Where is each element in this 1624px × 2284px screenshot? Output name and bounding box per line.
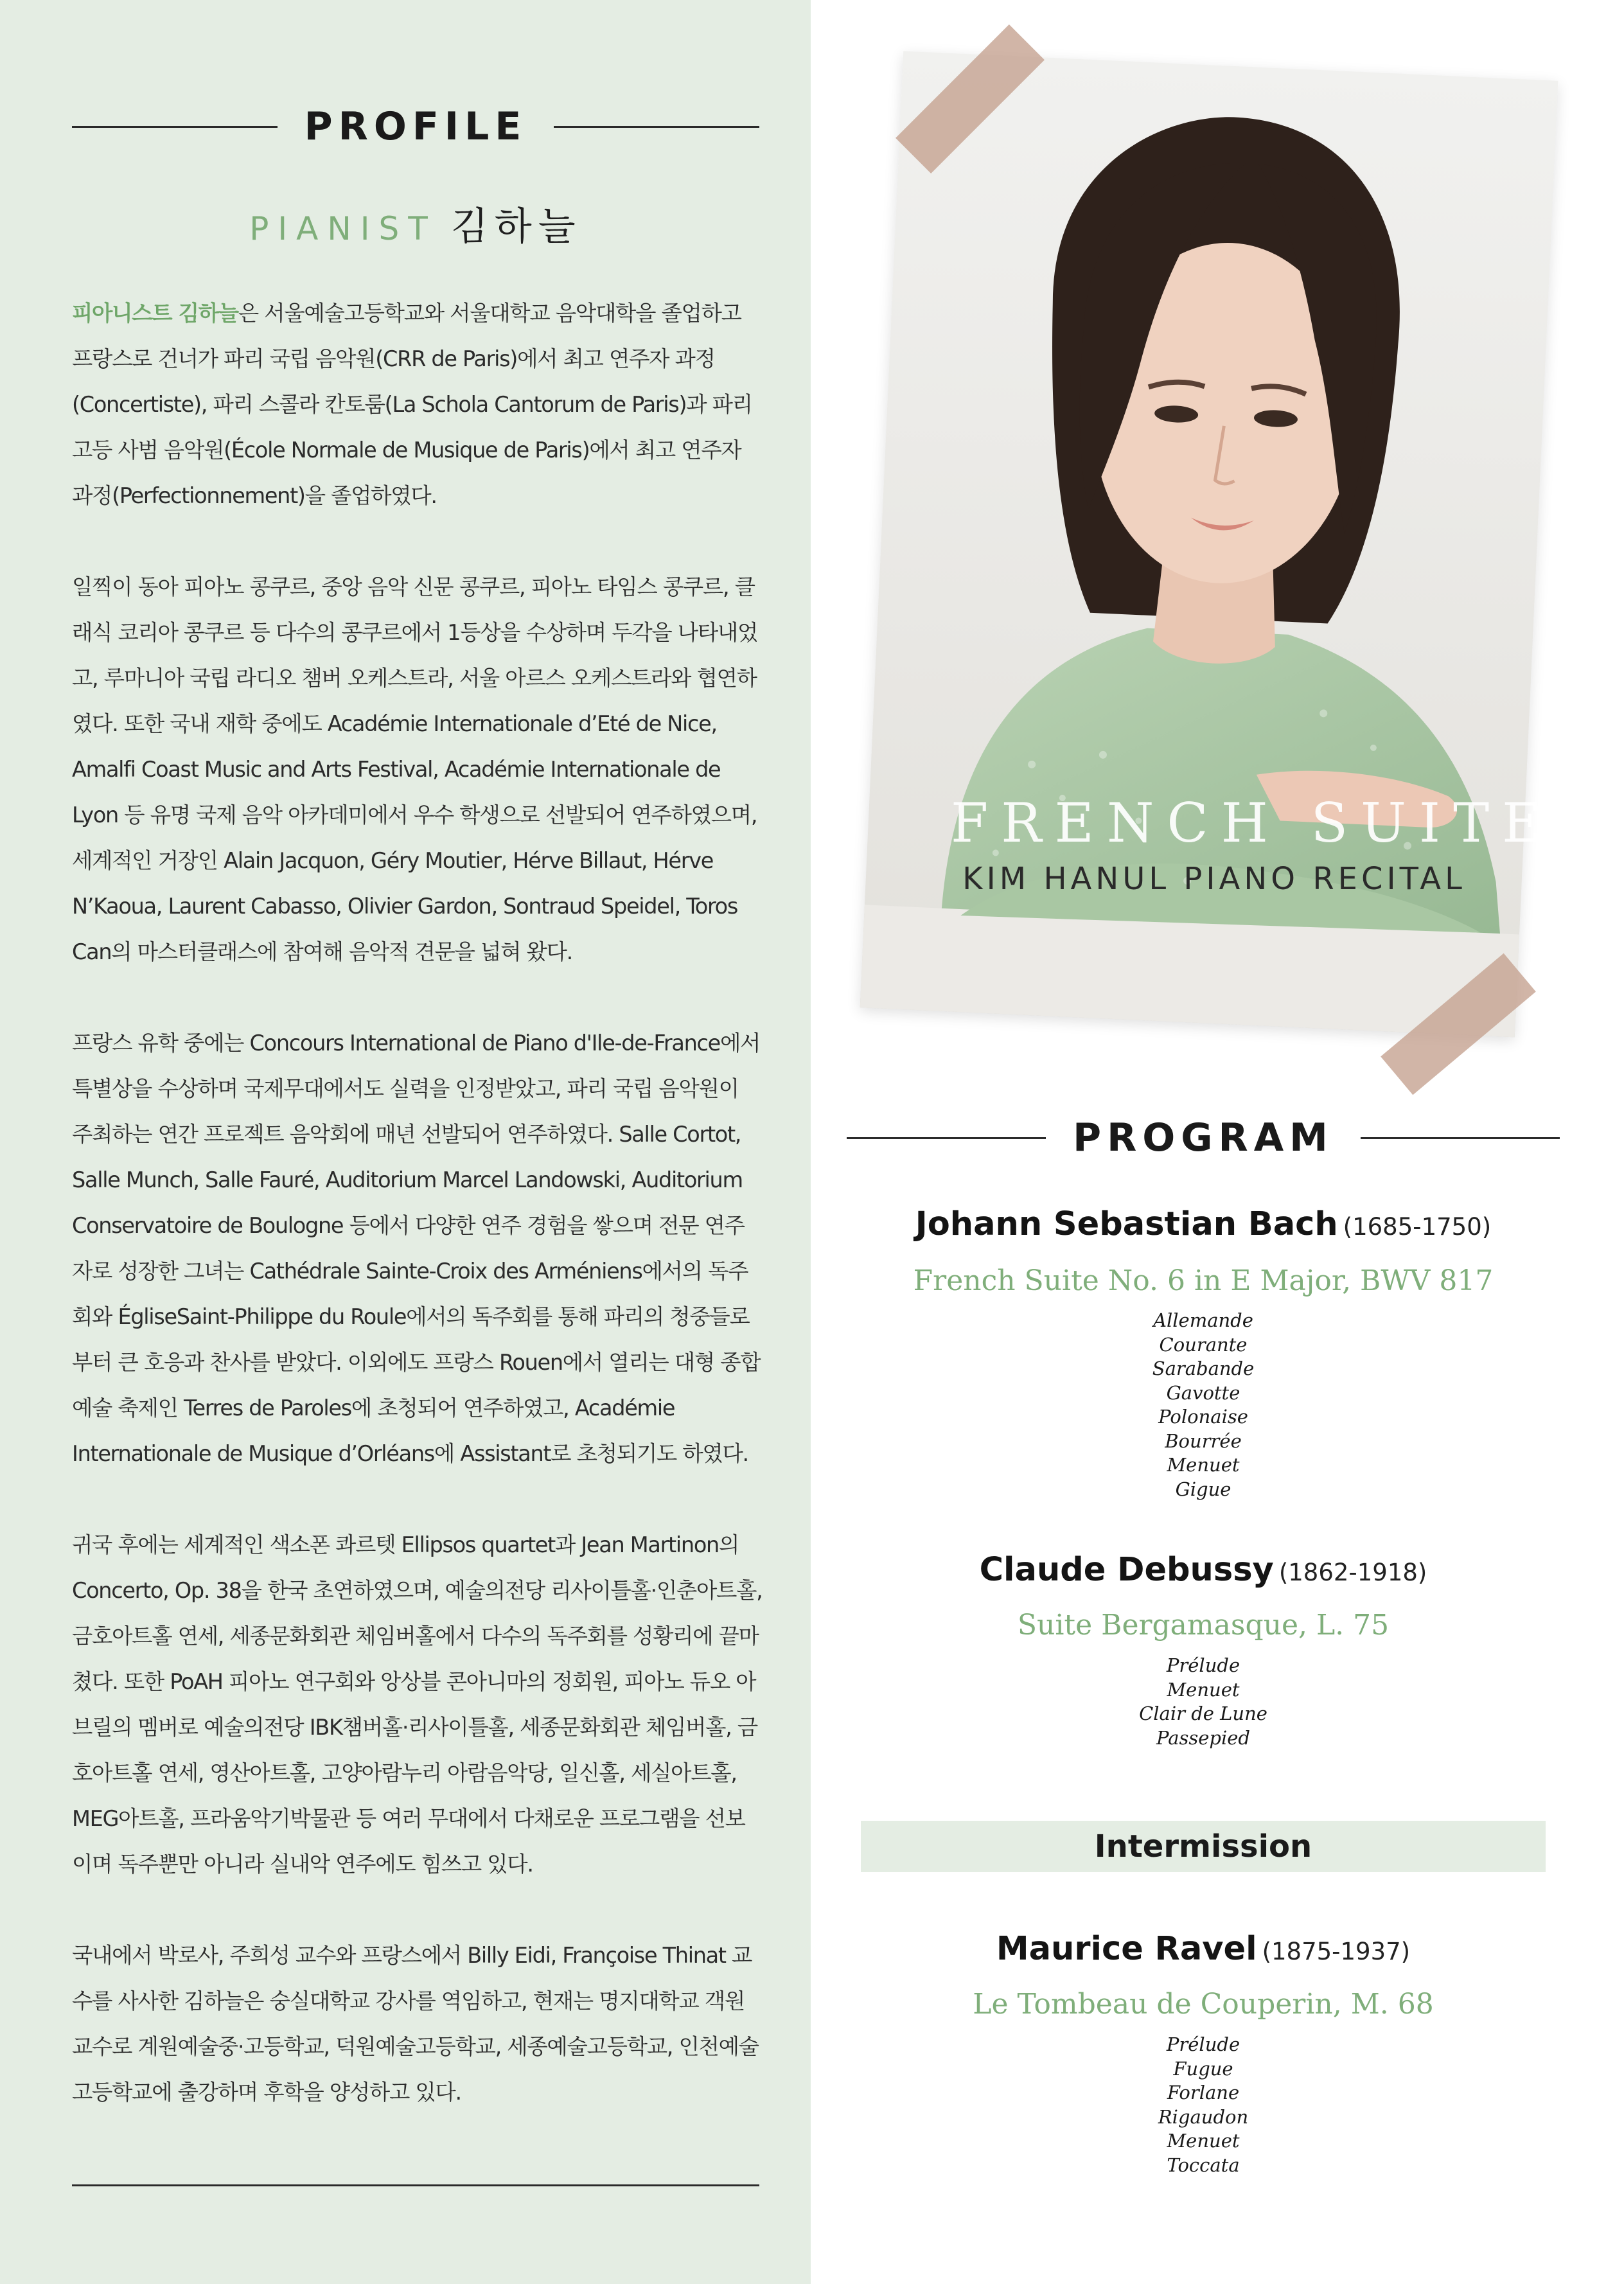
- movement: Allemande: [1153, 1309, 1253, 1331]
- bio-text: 은 서울예술고등학교와 서울대학교 음악대학을 졸업하고 프랑스로 건너가 파리 국립 음악원(CRR de Paris)에서 최고 연주자 과정(Concertiste), 파리 스콜라 칸토룸(La Schola Cantorum de Paris)과 파리 고등 사범 음악원(École Normale de Musique de Paris)에서 최고 연주자 과정(Perfectionnement)을 졸업하였다.: [72, 301, 752, 508]
- pianist-name-line: [72, 196, 759, 251]
- movement: Toccata: [1167, 2154, 1240, 2176]
- composer-name: Claude Debussy: [979, 1551, 1274, 1589]
- movement: Prélude: [1166, 2033, 1240, 2055]
- heading-rule-right: [554, 126, 759, 128]
- movement: Polonaise: [1158, 1406, 1248, 1428]
- movement: Passepied: [1156, 1726, 1250, 1749]
- profile-title: PROFILE: [304, 104, 527, 149]
- movement-list: [847, 1309, 1560, 1501]
- movement: Bourrée: [1165, 1430, 1242, 1452]
- movement-list: [847, 2033, 1560, 2177]
- profile-heading: [72, 104, 759, 149]
- recital-title: FRENCH SUITE: [951, 792, 1555, 854]
- bio-lead-highlight: 피아니스트 김하늘: [72, 301, 238, 326]
- composer-years: (1685-1750): [1343, 1213, 1492, 1241]
- composer-name: Maurice Ravel: [996, 1930, 1257, 1968]
- program-heading: [847, 1115, 1560, 1160]
- composer-years: (1862-1918): [1278, 1559, 1427, 1586]
- movement: Menuet: [1167, 1454, 1240, 1476]
- composer-line: [847, 1930, 1560, 1968]
- movement-list: [847, 1654, 1560, 1750]
- work-title: Le Tombeau de Couperin, M. 68: [973, 1988, 1434, 2021]
- composer-name: Johann Sebastian Bach: [915, 1205, 1338, 1243]
- movement: Clair de Lune: [1139, 1703, 1267, 1724]
- recital-subtitle: KIM HANUL PIANO RECITAL: [962, 861, 1466, 897]
- movement: Rigaudon: [1158, 2105, 1249, 2128]
- movement: Gigue: [1175, 1478, 1231, 1500]
- profile-bottom-rule: [72, 2184, 759, 2186]
- bio-paragraph: 일찍이 동아 피아노 콩쿠르, 중앙 음악 신문 콩쿠르, 피아노 타임스 콩쿠르, 클래식 코리아 콩쿠르 등 다수의 콩쿠르에서 1등상을 수상하며 두각을 나타내었고, 루마니아 국립 라디오 챔버 오케스트라, 서울 아르스 오케스트라와 협연하였다. 또한 국내 재학 중에도 Académie Internationale d’Eté de Nice, Amalfi Coast Music and Arts Festival, Académie Internationale de Lyon 등 유명 국제 음악 아카데미에서 우수 학생으로 선발되어 연주하였으며, 세계적인 거장인 Alain Jacquon, Géry Moutier, Hérve Billaut, Hérve N’Kaoua, Laurent Cabasso, Olivier Gardon, Sontraud Speidel, Toros Can의 마스터클래스에 참여해 음악적 견문을 넓혀 왔다.: [72, 574, 758, 964]
- movement: Courante: [1159, 1333, 1248, 1356]
- movement: Gavotte: [1166, 1381, 1240, 1404]
- biography: [72, 290, 763, 2161]
- pianist-role: PIANIST: [249, 210, 437, 247]
- heading-rule-left: [847, 1137, 1046, 1139]
- composer-years: (1875-1937): [1262, 1938, 1411, 1965]
- movement: Sarabande: [1152, 1358, 1255, 1379]
- bio-paragraph: [72, 290, 763, 518]
- bio-paragraph: 국내에서 박로사, 주희성 교수와 프랑스에서 Billy Eidi, Françoise Thinat 교수를 사사한 김하늘은 숭실대학교 강사를 역임하고, 현재는 명지대학교 객원교수로 계원예술중·고등학교, 덕원예술고등학교, 세종예술고등학교, 인천예술고등학교에 출강하며 후학을 양성하고 있다.: [72, 1943, 759, 2105]
- movement: Menuet: [1167, 2130, 1240, 2152]
- work-title: French Suite No. 6 in E Major, BWV 817: [913, 1264, 1494, 1297]
- bio-paragraph: 귀국 후에는 세계적인 색소폰 콰르텟 Ellipsos quartet과 Jean Martinon의 Concerto, Op. 38을 한국 초연하였으며, 예술의전당 리사이틀홀·인춘아트홀, 금호아트홀 연세, 세종문화회관 체임버홀에서 다수의 독주회를 성황리에 끝마쳤다. 또한 PoAH 피아노 연구회와 앙상블 콘아니마의 정회원, 피아노 듀오 아브릴의 멤버로 예술의전당 IBK챔버홀·리사이틀홀, 세종문화회관 체임버홀, 금호아트홀 연세, 영산아트홀, 고양아람누리 아람음악당, 일신홀, 세실아트홀, MEG아트홀, 프라움악기박물관 등 여러 무대에서 다채로운 프로그램을 선보이며 독주뿐만 아니라 실내악 연주에도 힘쓰고 있다.: [72, 1532, 763, 1877]
- movement: Forlane: [1167, 2082, 1240, 2103]
- movement: Menuet: [1167, 1678, 1240, 1701]
- composer-line: [847, 1551, 1560, 1589]
- heading-rule-left: [72, 126, 278, 128]
- heading-rule-right: [1361, 1137, 1560, 1139]
- pianist-name: 김하늘: [450, 204, 582, 249]
- bio-paragraph: 프랑스 유학 중에는 Concours International de Piano d'Ile-de-France에서 특별상을 수상하며 국제무대에서도 실력을 인정받았고, 파리 국립 음악원이 주최하는 연간 프로젝트 음악회에 매년 선발되어 연주하였다. Salle Cortot, Salle Munch, Salle Fauré, Auditorium Marcel Landowski, Auditorium Conservatoire de Boulogne 등에서 다양한 연주 경험을 쌓으며 전문 연주자로 성장한 그녀는 Cathédrale Sainte-Croix des Arméniens에서의 독주회와 ÉgliseSaint-Philippe du Roule에서의 독주회를 통해 파리의 청중들로부터 큰 호응과 찬사를 받았다. 이외에도 프랑스 Rouen에서 열리는 대형 종합 예술 축제인 Terres de Paroles에 초청되어 연주하였고, Académie Internationale de Musique d’Orléans에 Assistant로 초청되기도 하였다.: [72, 1031, 761, 1466]
- intermission-banner: Intermission: [861, 1821, 1546, 1872]
- movement: Prélude: [1166, 1654, 1240, 1676]
- work-title: Suite Bergamasque, L. 75: [1017, 1609, 1390, 1642]
- program-title: PROGRAM: [1073, 1115, 1334, 1160]
- composer-line: [847, 1205, 1560, 1243]
- movement: Fugue: [1173, 2057, 1233, 2080]
